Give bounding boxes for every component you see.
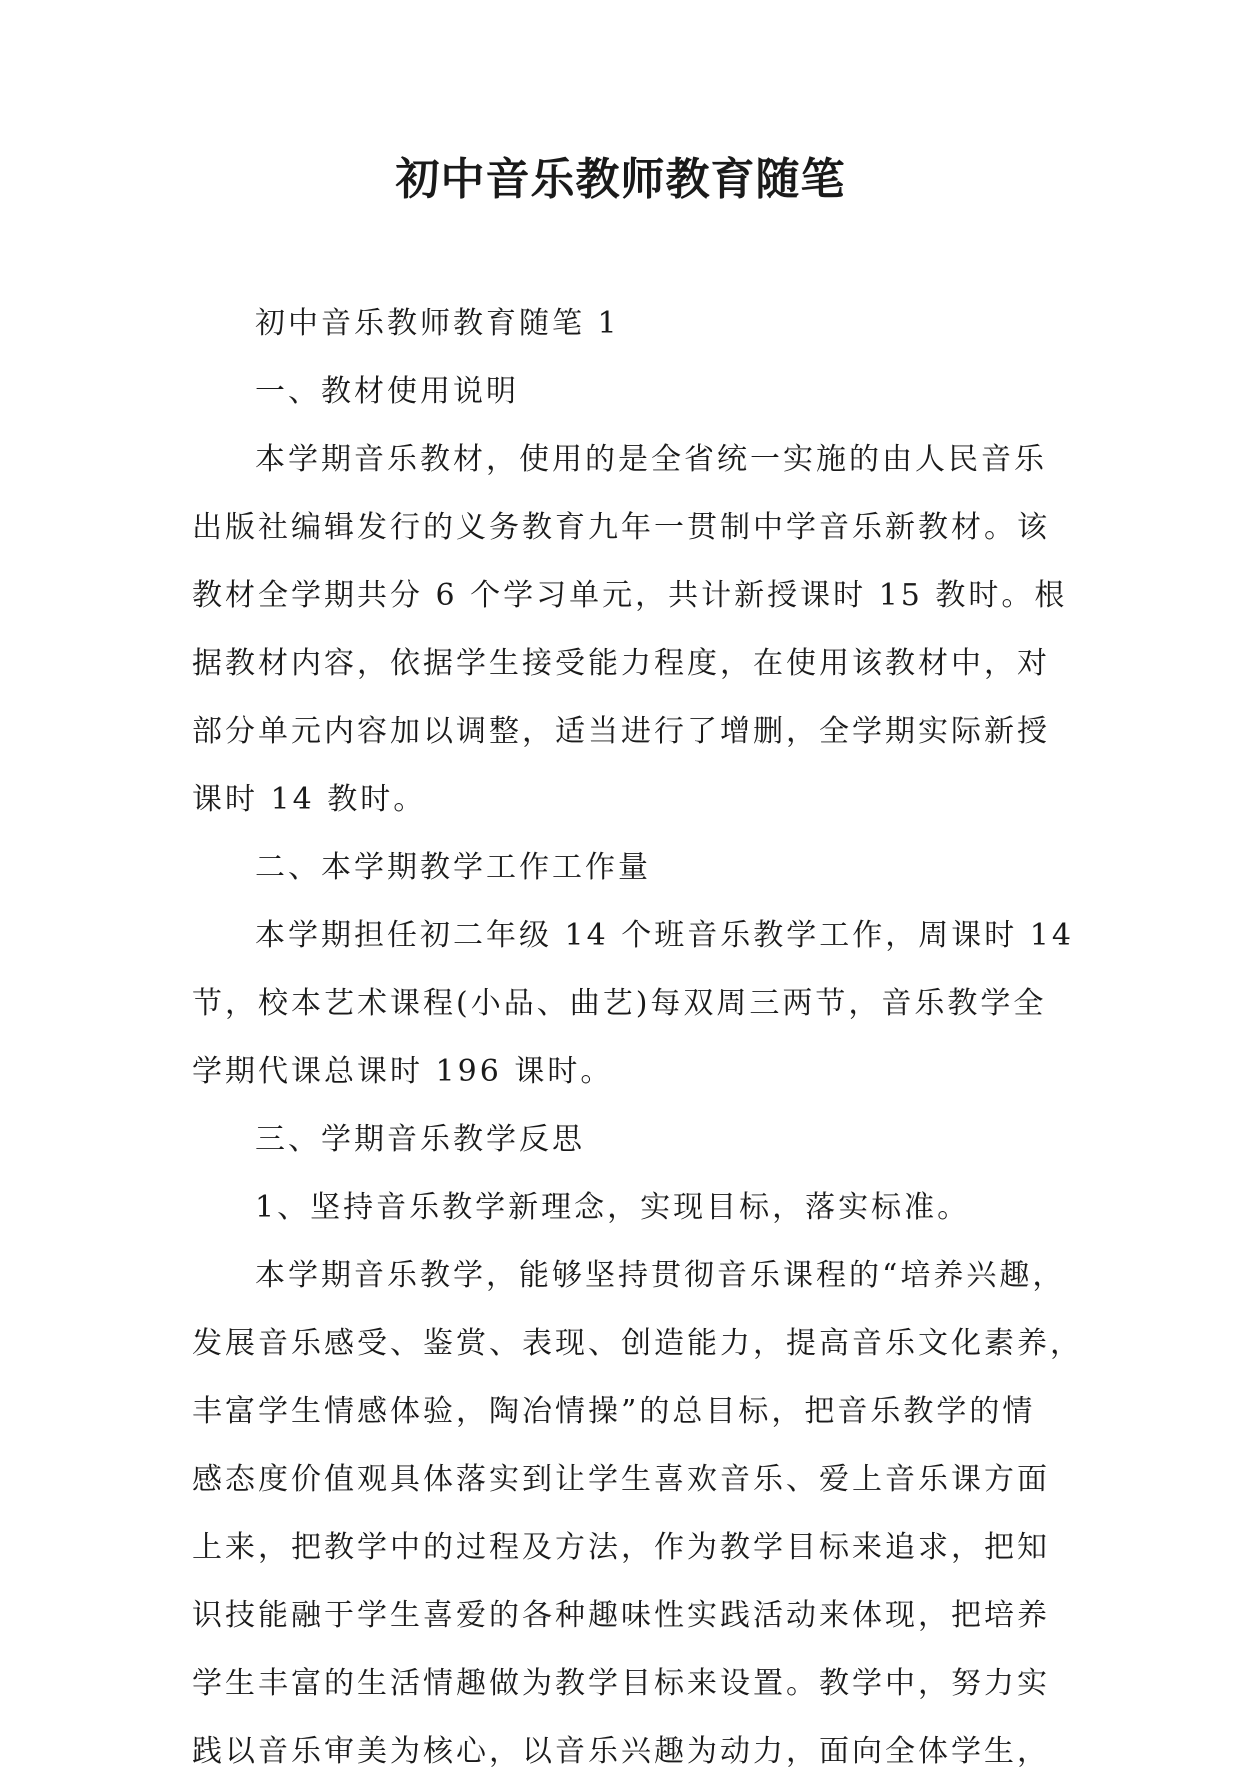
text-line: 识技能融于学生喜爱的各种趣味性实践活动来体现，把培养: [192, 1598, 1050, 1633]
text-line: 学期代课总课时 196 课时。: [192, 1054, 614, 1089]
document-body: [192, 290, 1083, 1786]
text-line: 教材全学期共分 6 个学习单元，共计新授课时 15 教时。根: [192, 578, 1068, 613]
text-line: 本学期音乐教学，能够坚持贯彻音乐课程的“培养兴趣，: [255, 1258, 1066, 1293]
text-line: 一、教材使用说明: [255, 374, 519, 409]
text-line: 出版社编辑发行的义务教育九年一贯制中学音乐新教材。该: [192, 510, 1050, 545]
text-line: 课时 14 教时。: [192, 782, 427, 817]
text-line: 践以音乐审美为核心，以音乐兴趣为动力，面向全体学生，: [192, 1734, 1050, 1769]
text-line: 丰富学生情感体验，陶冶情操”的总目标，把音乐教学的情: [192, 1394, 1036, 1429]
text-line: 二、本学期教学工作工作量: [255, 850, 651, 885]
text-line: 上来，把教学中的过程及方法，作为教学目标来追求，把知: [192, 1530, 1050, 1565]
text-line: 本学期音乐教材，使用的是全省统一实施的由人民音乐: [255, 442, 1047, 477]
text-line: 节，校本艺术课程(小品、曲艺)每双周三两节，音乐教学全: [192, 986, 1047, 1021]
text-line: 学生丰富的生活情趣做为教学目标来设置。教学中，努力实: [192, 1666, 1050, 1701]
text-line: 部分单元内容加以调整，适当进行了增删，全学期实际新授: [192, 714, 1050, 749]
text-line: 据教材内容，依据学生接受能力程度，在使用该教材中，对: [192, 646, 1050, 681]
text-line: 三、学期音乐教学反思: [255, 1122, 585, 1157]
text-line: 1、坚持音乐教学新理念，实现目标，落实标准。: [255, 1190, 971, 1225]
document-title: 初中音乐教师教育随笔: [395, 154, 846, 205]
text-line: 发展音乐感受、鉴赏、表现、创造能力，提高音乐文化素养，: [192, 1326, 1083, 1361]
text-line: 本学期担任初二年级 14 个班音乐教学工作，周课时 14: [255, 918, 1074, 953]
text-line: 感态度价值观具体落实到让学生喜欢音乐、爱上音乐课方面: [192, 1462, 1050, 1497]
text-line: 初中音乐教师教育随笔 1: [255, 306, 620, 341]
